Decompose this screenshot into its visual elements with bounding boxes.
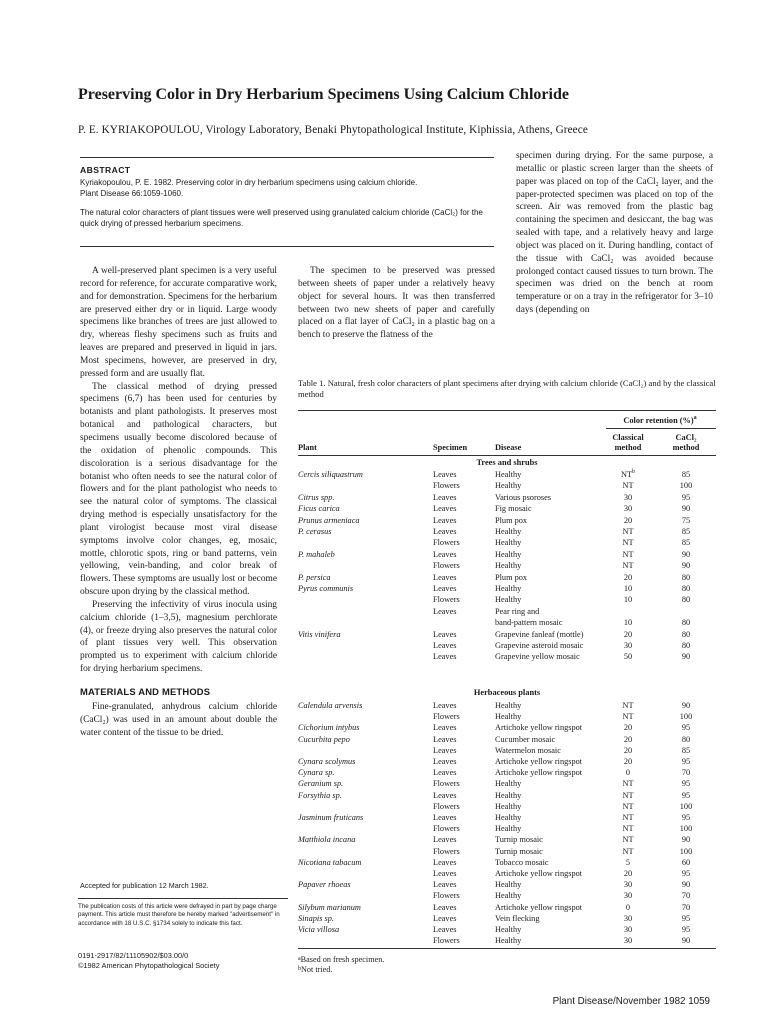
- header-classical: method: [614, 443, 642, 452]
- body-paragraph: A well-preserved plant specimen is a very useful record for reference, for accurate comparative work, and for demonstration. Specimens for the herbarium are preserved either dry or in liquid. Large woody specimens like branches of trees are just allowed to dry, whereas fleshy specimens such as fruits and leaves are prepared and preserved in liquid in jars. Most specimens, however, are preserved in dry, pressed form and are usually flat.: [80, 266, 277, 379]
- disease-cell: Healthy: [495, 891, 522, 901]
- abstract-block: [80, 165, 494, 229]
- table-row: [298, 723, 716, 733]
- plant-cell: Cucurbita pepo: [298, 734, 350, 744]
- classical-cell: NT: [622, 527, 634, 536]
- classical-cell: NT: [622, 481, 634, 491]
- cacl2-cell: 85: [681, 538, 691, 548]
- classical-cell: 30: [623, 880, 633, 890]
- classical-cell: NT: [622, 701, 634, 710]
- disease-cell: Healthy: [495, 936, 522, 946]
- classical-cell: NT: [622, 813, 634, 822]
- table-row: [298, 891, 716, 901]
- plant-cell: P. cerasus: [298, 527, 332, 536]
- table-row: [298, 561, 716, 571]
- disease-cell: Healthy: [495, 801, 522, 811]
- plant-cell: Silybum marianum: [298, 902, 361, 912]
- cacl2-cell: 70: [681, 891, 691, 901]
- specimen-cell: Flowers: [433, 712, 460, 722]
- abstract-text: The natural color characters of plant tissues were well preserved using granulated calcium chloride (CaCl₂) for the quick drying of pressed herbarium specimens.: [80, 208, 483, 228]
- specimen-cell: Leaves: [433, 768, 457, 778]
- specimen-cell: Flowers: [433, 561, 460, 571]
- table-row: [298, 573, 716, 583]
- disease-cell: Various psoroses: [495, 492, 551, 502]
- copyright-line: ©1982 American Phytopathological Society: [78, 961, 220, 970]
- cacl2-cell: 90: [681, 652, 691, 662]
- specimen-cell: Flowers: [433, 481, 460, 491]
- table-row: [298, 835, 716, 845]
- cacl2-cell: 80: [681, 734, 691, 744]
- table-row: [298, 595, 716, 605]
- table-row: [298, 757, 716, 767]
- classical-cell: 30: [623, 936, 633, 946]
- disease-cell: Grapevine fanleaf (mottle): [495, 629, 584, 639]
- classical-cell: 30: [623, 891, 633, 901]
- specimen-cell: Leaves: [433, 652, 457, 662]
- cacl2-cell: 90: [681, 549, 691, 559]
- table-row: [298, 618, 716, 628]
- footnote: $^b$Not tried.: [298, 965, 333, 975]
- disease-cell: Healthy: [495, 538, 522, 548]
- plant-cell: Cynara scolymus: [298, 757, 356, 766]
- cacl2-cell: 90: [681, 701, 691, 710]
- plant-cell: Forsythia sp.: [298, 790, 342, 800]
- specimen-cell: Leaves: [433, 515, 457, 525]
- disease-cell: Cucumber mosaic: [495, 734, 556, 744]
- table-row: [298, 791, 716, 801]
- abstract-citation-line: Kyriakopoulou, P. E. 1982. Preserving color in dry herbarium specimens using calcium chloride.: [80, 178, 418, 187]
- cacl2-cell: 70: [681, 902, 691, 912]
- cacl2-cell: 80: [681, 584, 691, 593]
- disease-cell: Healthy: [495, 813, 522, 822]
- table-row: [298, 538, 716, 548]
- header-disease: Disease: [495, 443, 522, 452]
- cacl2-cell: 95: [681, 813, 691, 822]
- body-column-1: [80, 265, 277, 739]
- body-column-2: [298, 265, 495, 342]
- classical-cell: 20: [623, 723, 633, 733]
- disease-cell: Healthy: [495, 790, 522, 800]
- disease-cell: Artichoke yellow ringspot: [495, 869, 583, 878]
- plant-cell: Cercis siliquastrum: [298, 470, 363, 479]
- disease-cell: Artichoke yellow ringspot: [495, 757, 583, 766]
- cacl2-cell: 95: [681, 913, 691, 923]
- disease-cell: Healthy: [495, 470, 522, 479]
- body-paragraph: Fine-granulated, anhydrous calcium chloride (CaCl₂) was used in an amount about double the water content of the tissue to be dried.: [80, 701, 277, 738]
- table-row: [298, 470, 716, 480]
- header-specimen: Specimen: [433, 443, 468, 452]
- cacl2-cell: 80: [681, 618, 691, 628]
- cacl2-cell: 100: [679, 481, 693, 491]
- disease-cell: Healthy: [495, 779, 522, 789]
- plant-cell: Sinapis sp.: [298, 913, 334, 923]
- specimen-cell: Leaves: [433, 572, 457, 582]
- table-row: [298, 802, 716, 812]
- disease-cell: Healthy: [495, 584, 522, 593]
- classical-cell: 30: [623, 504, 633, 514]
- plant-cell: Ficus carica: [298, 504, 340, 514]
- classical-cell: 20: [623, 745, 633, 755]
- table-row: [298, 504, 716, 514]
- classical-cell: NT: [622, 835, 634, 845]
- table-header-rule: [298, 455, 716, 456]
- accepted-note: Accepted for publication 12 March 1982.: [80, 881, 209, 890]
- disease-cell: band-pattern mosaic: [495, 618, 563, 628]
- header-cacl2: CaCl₂: [675, 433, 697, 442]
- group-heading: Herbaceous plants: [473, 688, 541, 697]
- abstract-top-rule: [80, 157, 494, 158]
- disease-cell: Vein flecking: [495, 913, 540, 923]
- plant-cell: Calendula arvensis: [298, 701, 363, 710]
- body-paragraph: The classical method of drying pressed specimens (6,7) has been used for centuries by botanists and plant pathologists. It preserves most botanical and pathological characters, but specimens usually become discolored because of the oxidation of phenolic compounds. This discoloration is a serious disadvantage for the botanist who often needs to see the natural color of flowers and for the plant pathologist who needs to see the natural color of symptoms. The classical drying method is especially unsatisfactory for the plant virologist because most viral disease symptoms involve color changes, eg, mosaic, mottle, chlorotic spots, ring or band patterns, vein yellowing, vein-banding, and color break of flowers. These symptoms are usually lost or become obscure upon drying by the classical method.: [80, 381, 277, 598]
- disease-cell: Healthy: [495, 880, 522, 890]
- footnote: $^a$Based on fresh specimen.: [298, 955, 385, 964]
- classical-cell: NT: [622, 549, 634, 559]
- cacl2-cell: 90: [681, 936, 691, 946]
- table-row: [298, 584, 716, 594]
- plant-cell: Citrus spp.: [298, 492, 335, 502]
- disease-cell: Healthy: [495, 481, 522, 491]
- table-row: [298, 813, 716, 823]
- disease-cell: Plum pox: [495, 572, 528, 582]
- specimen-cell: Flowers: [433, 595, 460, 605]
- specimen-cell: Leaves: [433, 734, 457, 744]
- cacl2-cell: 100: [679, 801, 693, 811]
- disease-cell: Healthy: [495, 824, 522, 834]
- abstract-heading: ABSTRACT: [80, 165, 131, 175]
- plant-cell: P. persica: [298, 572, 331, 582]
- specimen-cell: Leaves: [433, 549, 457, 559]
- plant-cell: Pyrus communis: [298, 584, 354, 593]
- disease-cell: Grapevine yellow mosaic: [495, 652, 580, 662]
- side-note-rule: [78, 898, 288, 899]
- table-row: [298, 652, 716, 662]
- cacl2-cell: 95: [681, 925, 691, 934]
- table-caption: Table 1. Natural, fresh color characters of plant specimens after drying with calcium chloride (CaCl₂) and by the classical method: [298, 378, 716, 399]
- disease-cell: Artichoke yellow ringspot: [495, 902, 583, 912]
- header-classical: Classical: [612, 433, 644, 442]
- specimen-cell: Leaves: [433, 813, 457, 822]
- plant-cell: Vicia villosa: [298, 925, 340, 934]
- classical-cell: NT: [622, 538, 634, 548]
- classical-cell: 0: [625, 768, 631, 778]
- specimen-cell: Flowers: [433, 891, 460, 901]
- classical-cell: NT: [622, 824, 634, 834]
- classical-cell: 30: [623, 925, 633, 934]
- disease-cell: Plum pox: [495, 515, 528, 525]
- classical-cell: 30: [623, 492, 633, 502]
- cacl2-cell: 90: [681, 835, 691, 845]
- disease-cell: Healthy: [495, 712, 522, 722]
- disease-cell: Healthy: [495, 527, 522, 536]
- specimen-cell: Leaves: [433, 835, 457, 845]
- classical-cell: 20: [623, 515, 633, 525]
- cacl2-cell: 90: [681, 880, 691, 890]
- cacl2-cell: 95: [681, 492, 691, 502]
- classical-cell: NT: [622, 790, 634, 800]
- plant-cell: Jasminum fruticans: [298, 813, 364, 822]
- specimen-cell: Leaves: [433, 902, 457, 912]
- header-subrule: [606, 428, 716, 429]
- disease-cell: Healthy: [495, 701, 522, 710]
- specimen-cell: Flowers: [433, 824, 460, 834]
- body-paragraph: Preserving the infectivity of virus inocula using calcium chloride (1–3,5), magnesium perchlorate (4), or freeze drying also preserves the natural color of plant tissues very well. This observation prompted us to experiment with calcium chloride for drying herbarium specimens.: [80, 599, 277, 675]
- table-row: [298, 869, 716, 879]
- cacl2-cell: 75: [681, 515, 691, 525]
- disease-cell: Healthy: [495, 549, 522, 559]
- plant-cell: Papaver rhoeas: [298, 880, 351, 890]
- disease-cell: Healthy: [495, 595, 522, 605]
- specimen-cell: Leaves: [433, 745, 457, 755]
- specimen-cell: Flowers: [433, 801, 460, 811]
- section-heading: MATERIALS AND METHODS: [80, 686, 211, 697]
- specimen-cell: Leaves: [433, 584, 457, 593]
- classical-cell: NT: [622, 779, 634, 789]
- classical-cell: 20: [623, 757, 633, 766]
- article-code: 0191-2917/82/11105902/$03.00/0: [78, 951, 189, 960]
- table-row: [298, 936, 716, 946]
- publication-cost-note: The publication costs of this article were defrayed in part by page charge payment. This article must therefore be hereby marked "advertisement" in accordance with 18 U.S.C. §1734 solely to indicate this fact.: [78, 903, 280, 927]
- table-bottom-rule: [298, 948, 716, 949]
- table-row: [298, 607, 716, 617]
- table-row: [298, 701, 716, 711]
- plant-cell: Matthiola incana: [298, 835, 356, 845]
- classical-cell: 10: [623, 595, 633, 605]
- cacl2-cell: 80: [681, 572, 691, 582]
- cacl2-cell: 100: [679, 824, 693, 834]
- table-row: [298, 925, 716, 935]
- table-row: [298, 630, 716, 640]
- disease-cell: Artichoke yellow ringspot: [495, 723, 583, 733]
- cacl2-cell: 85: [681, 527, 691, 536]
- disease-cell: Pear ring and: [495, 606, 540, 616]
- header-color-retention: Color retention (%)$^a$: [623, 415, 697, 425]
- disease-cell: Fig mosaic: [495, 504, 532, 514]
- table-row: [298, 516, 716, 526]
- table-header-row: [298, 416, 716, 426]
- body-column-3: [516, 150, 713, 317]
- disease-cell: Turnip mosaic: [495, 846, 543, 856]
- abstract-citation: [80, 178, 494, 199]
- group-heading: Trees and shrubs: [476, 458, 538, 467]
- specimen-cell: Leaves: [433, 629, 457, 639]
- copyright-block: [78, 951, 290, 971]
- plant-cell: Vitis vinifera: [298, 629, 341, 639]
- table-row: [298, 550, 716, 560]
- disease-cell: Artichoke yellow ringspot: [495, 768, 583, 778]
- classical-cell: 50: [623, 652, 633, 662]
- specimen-cell: Leaves: [433, 504, 457, 514]
- cacl2-cell: 100: [679, 712, 693, 722]
- cacl2-cell: 80: [681, 595, 691, 605]
- classical-cell: NT: [622, 801, 634, 811]
- cacl2-cell: 80: [681, 641, 691, 650]
- specimen-cell: Leaves: [433, 869, 457, 878]
- cacl2-cell: 85: [681, 470, 691, 479]
- specimen-cell: Leaves: [433, 492, 457, 502]
- body-paragraph: The specimen to be preserved was pressed between sheets of paper under a relatively heavy object for several hours. It was then transferred between two new sheets of paper and carefully placed on a flat layer of CaCl₂ in a plastic bag on a bench to preserve the flatness of the: [298, 266, 495, 341]
- table-row: [298, 493, 716, 503]
- table-row: [298, 847, 716, 857]
- table-row: [298, 481, 716, 491]
- author-line: P. E. KYRIAKOPOULOU, Virology Laboratory, Benaki Phytopathological Institute, Kiphissia, Athens, Greece: [78, 124, 588, 136]
- specimen-cell: Leaves: [433, 880, 457, 890]
- page-footer: Plant Disease/November 1982 1059: [552, 996, 710, 1007]
- cacl2-cell: 80: [681, 629, 691, 639]
- specimen-cell: Flowers: [433, 936, 460, 946]
- plant-cell: Cichorium intybus: [298, 723, 360, 733]
- specimen-cell: Leaves: [433, 857, 457, 867]
- disease-cell: Tobacco mosaic: [495, 857, 549, 867]
- classical-cell: 20: [623, 629, 633, 639]
- classical-cell: 30: [623, 641, 633, 650]
- specimen-cell: Flowers: [433, 846, 460, 856]
- cacl2-cell: 90: [681, 504, 691, 514]
- table-row: [298, 880, 716, 890]
- disease-cell: Watermelon mosaic: [495, 745, 561, 755]
- table-row: [298, 712, 716, 722]
- plant-cell: Prunus armeniaca: [298, 515, 360, 525]
- classical-cell: 30: [623, 913, 633, 923]
- table-row: [298, 779, 716, 789]
- plant-cell: Geranium sp.: [298, 779, 344, 789]
- specimen-cell: Leaves: [433, 641, 457, 650]
- specimen-cell: Leaves: [433, 723, 457, 733]
- classical-cell: 5: [625, 857, 631, 867]
- table-row: [298, 527, 716, 537]
- table-row: [298, 735, 716, 745]
- disease-cell: Grapevine asteroid mosaic: [495, 641, 584, 650]
- table-row: [298, 746, 716, 756]
- specimen-cell: Leaves: [433, 913, 457, 923]
- table-header-row: [298, 433, 716, 443]
- specimen-cell: Leaves: [433, 606, 457, 616]
- classical-cell: NT: [622, 561, 634, 571]
- cacl2-cell: 85: [681, 745, 691, 755]
- cacl2-cell: 95: [681, 779, 691, 789]
- table-row: [298, 768, 716, 778]
- abstract-bottom-rule: [80, 246, 494, 247]
- specimen-cell: Leaves: [433, 701, 457, 710]
- table-row: [298, 903, 716, 913]
- specimen-cell: Flowers: [433, 779, 460, 789]
- body-paragraph: specimen during drying. For the same purpose, a metallic or plastic screen larger than the sheets of paper was placed on top of the CaCl₂ layer, and the paper-protected specimen was placed on top of the screen. Air was removed from the plastic bag containing the specimen and desiccant, the bag was sealed with tape, and a relatively heavy and large object was placed on it. During handling, contact of the tissue with CaCl₂ was avoided because prolonged contact caused tissues to turn brown. The specimen was dried on the bench at room temperature or on a tray in the refrigerator for 3–10 days (depending on: [516, 151, 713, 316]
- classical-cell: 10: [623, 584, 633, 593]
- cacl2-cell: 100: [679, 846, 693, 856]
- disease-cell: Healthy: [495, 925, 522, 934]
- classical-cell: 20: [623, 734, 633, 744]
- specimen-cell: Leaves: [433, 470, 457, 479]
- classical-cell: 0: [625, 902, 631, 912]
- specimen-cell: Leaves: [433, 527, 457, 536]
- abstract-citation-line: Plant Disease 66:1059-1060.: [80, 188, 184, 198]
- cacl2-cell: 95: [681, 790, 691, 800]
- cacl2-cell: 95: [681, 869, 691, 878]
- header-plant: Plant: [298, 443, 317, 452]
- cacl2-cell: 90: [681, 561, 691, 571]
- cacl2-cell: 60: [681, 857, 691, 867]
- cacl2-cell: 95: [681, 757, 691, 766]
- specimen-cell: Flowers: [433, 538, 460, 548]
- table-row: [298, 641, 716, 651]
- classical-cell: 20: [623, 869, 633, 878]
- disease-cell: Turnip mosaic: [495, 835, 543, 845]
- classical-cell: NT: [622, 712, 634, 722]
- classical-cell: 10: [623, 618, 633, 628]
- table-row: [298, 858, 716, 868]
- plant-cell: Nicotiana tabacum: [298, 857, 362, 867]
- table-row: [298, 914, 716, 924]
- table-row: [298, 824, 716, 834]
- table-footnotes: [298, 955, 498, 976]
- plant-cell: Cynara sp.: [298, 768, 335, 778]
- table-header-row: [298, 443, 716, 453]
- header-cacl2: method: [672, 443, 700, 452]
- specimen-cell: Leaves: [433, 790, 457, 800]
- table-top-rule: [298, 410, 716, 411]
- specimen-cell: Leaves: [433, 925, 457, 934]
- specimen-cell: Leaves: [433, 757, 457, 766]
- article-title: Preserving Color in Dry Herbarium Specimens Using Calcium Chloride: [78, 86, 569, 103]
- cacl2-cell: 95: [681, 723, 691, 733]
- cacl2-cell: 70: [681, 768, 691, 778]
- plant-cell: P. mahaleb: [298, 549, 335, 559]
- classical-cell: 20: [623, 572, 633, 582]
- classical-cell: NT: [622, 846, 634, 856]
- disease-cell: Healthy: [495, 561, 522, 571]
- classical-cell: $NT^b$: [620, 469, 636, 479]
